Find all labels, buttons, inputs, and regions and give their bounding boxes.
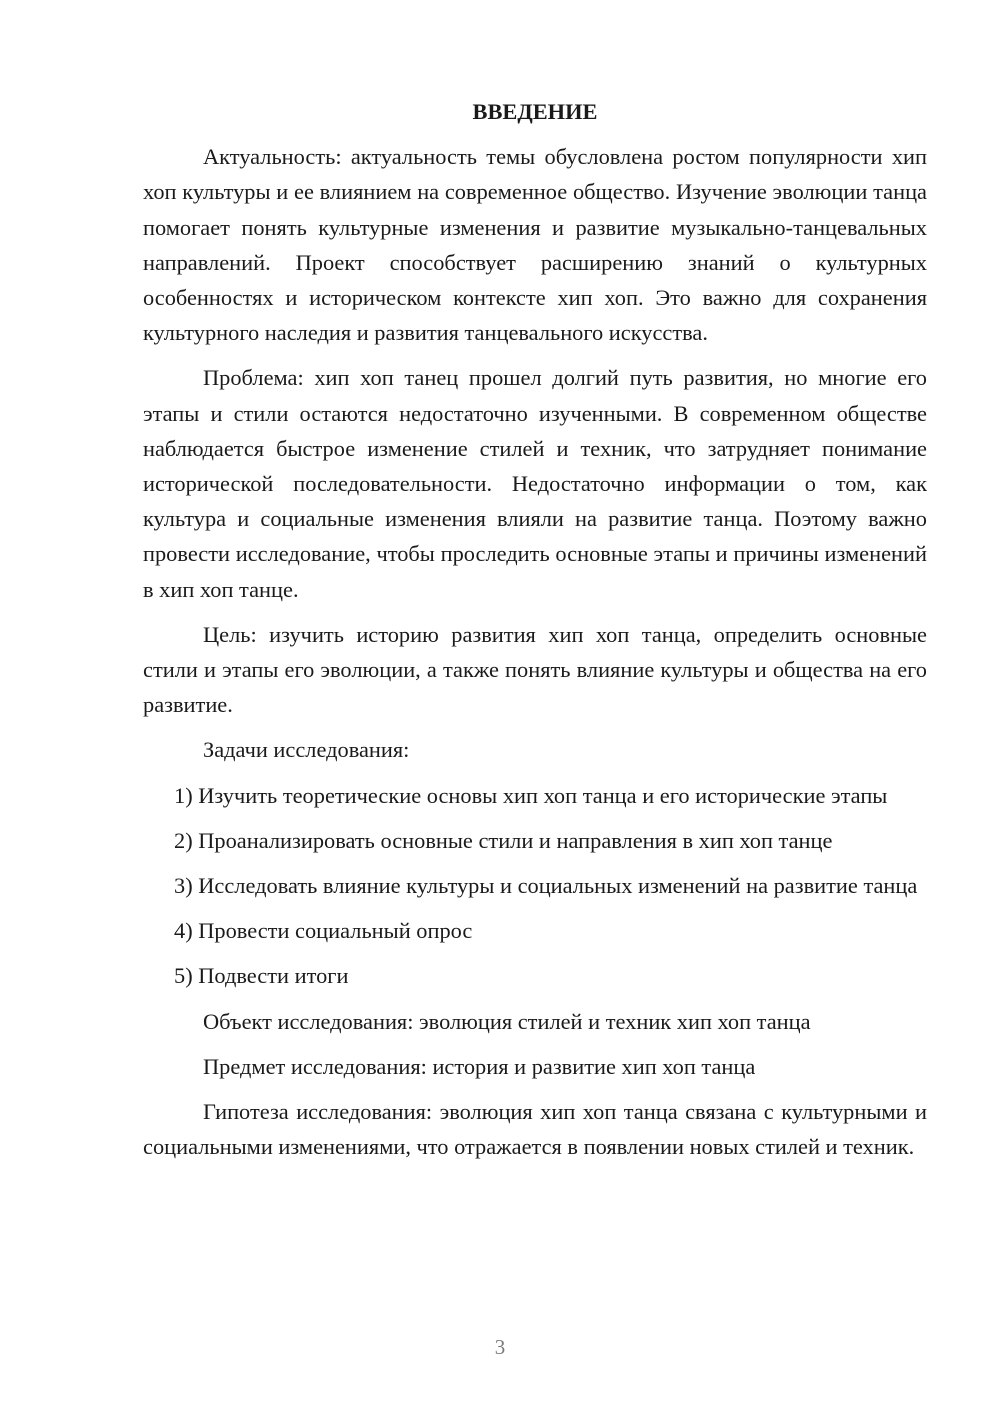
page-content (143, 94, 927, 1174)
task-item-2: 2) Проанализировать основные стили и направления в хип хоп танце (174, 827, 833, 853)
hypothesis-paragraph: Гипотеза исследования: эволюция хип хоп танца связана с культурными и социальными изменениями, что отражается в появлении новых стилей и техник. (143, 1099, 927, 1160)
task-item-3: 3) Исследовать влияние культуры и социальных изменений на развитие танца (174, 873, 918, 899)
tasks-heading: Задачи исследования: (203, 737, 410, 763)
page-number: 3 (494, 1335, 506, 1359)
task-item-5: 5) Подвести итоги (174, 963, 349, 989)
task-item-1: 1) Изучить теоретические основы хип хоп танца и его исторические этапы (174, 782, 888, 808)
section-title: ВВЕДЕНИЕ (472, 99, 598, 124)
object-paragraph: Объект исследования: эволюция стилей и техник хип хоп танца (203, 1008, 811, 1034)
problem-paragraph: Проблема: хип хоп танец прошел долгий путь развития, но многие его этапы и стили остаются недостаточно изученными. В современном обществе наблюдается быстрое изменение стилей и техник, что затрудняет понимание исторической последовательности. Недостаточно информации о том, как культура и социальные изменения влияли на развитие танца. Поэтому важно провести исследование, чтобы проследить основные этапы и причины изменений в хип хоп танце. (143, 365, 927, 602)
relevance-paragraph: Актуальность: актуальность темы обусловлена ростом популярности хип хоп культуры и ее влиянием на современное общество. Изучение эволюции танца помогает понять культурные изменения и развитие музыкально-танцевальных направлений. Проект способствует расширению знаний о культурных особенностях и историческом контексте хип хоп. Это важно для сохранения культурного наследия и развития танцевального искусства. (143, 144, 927, 346)
subject-paragraph: Предмет исследования: история и развитие хип хоп танца (203, 1053, 756, 1079)
goal-paragraph: Цель: изучить историю развития хип хоп танца, определить основные стили и этапы его эволюции, а также понять влияние культуры и общества на его развитие. (143, 621, 927, 718)
task-item-4: 4) Провести социальный опрос (174, 918, 473, 944)
